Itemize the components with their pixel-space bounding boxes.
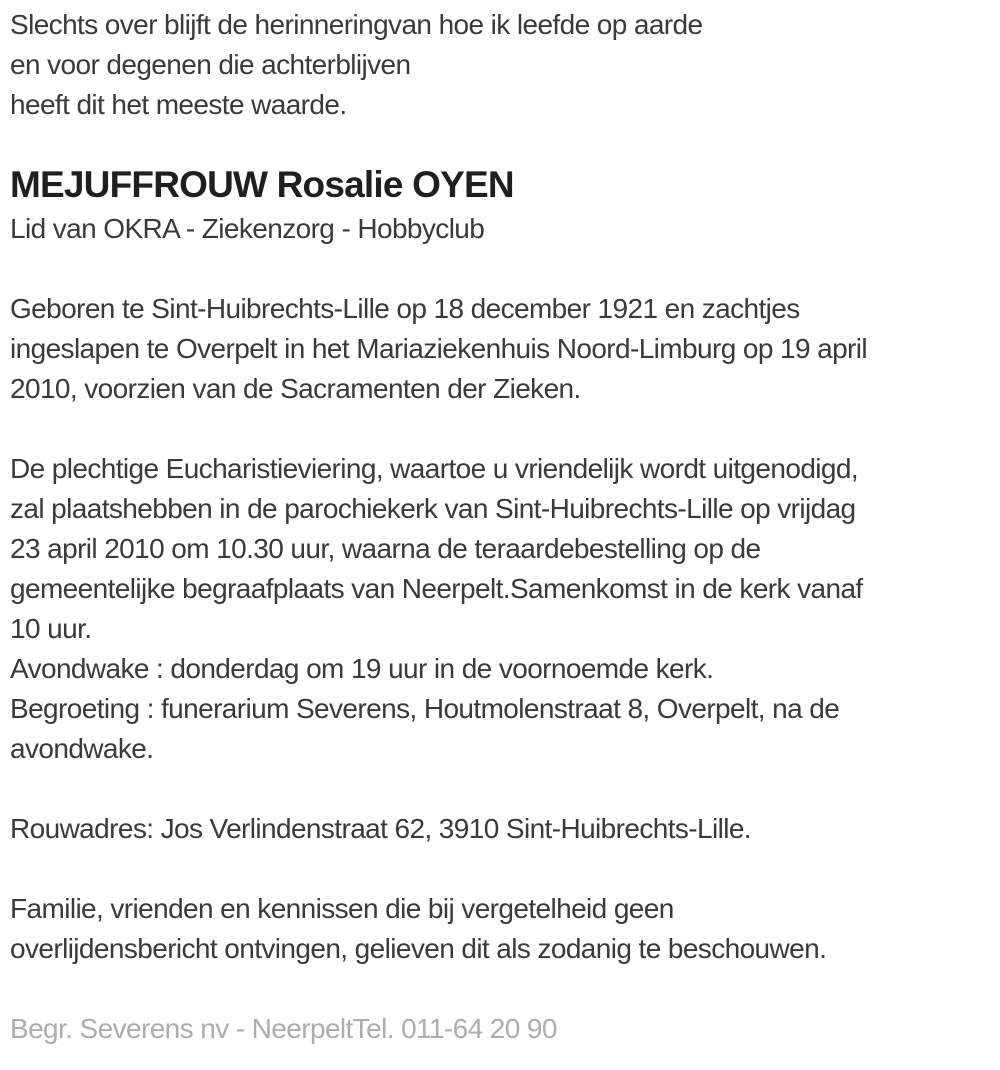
wake-line: Avondwake : donderdag om 19 uur in de voornoemde kerk. — [10, 653, 714, 684]
service-line: 23 april 2010 om 10.30 uur, waarna de teraardebestelling op de — [10, 533, 761, 564]
service-paragraph — [10, 449, 990, 769]
greeting-line: Begroeting : funerarium Severens, Houtmolenstraat 8, Overpelt, na de — [10, 693, 840, 724]
mourning-address-line: Rouwadres: Jos Verlindenstraat 62, 3910 Sint-Huibrechts-Lille. — [10, 813, 751, 844]
birth-death-line: 2010, voorzien van de Sacramenten der Zieken. — [10, 373, 581, 404]
service-line: 10 uur. — [10, 613, 92, 644]
birth-death-line: Geboren te Sint-Huibrechts-Lille op 18 december 1921 en zachtjes — [10, 293, 800, 324]
poem-line: en voor degenen die achterblijven — [10, 49, 411, 80]
poem-paragraph — [10, 5, 990, 125]
funeral-home-footer: Begr. Severens nv - NeerpeltTel. 011-64 20 90 — [10, 1013, 557, 1044]
service-line: gemeentelijke begraafplaats van Neerpelt.Samenkomst in de kerk vanaf — [10, 573, 863, 604]
poem-line: heeft dit het meeste waarde. — [10, 89, 347, 120]
service-line: De plechtige Eucharistieviering, waartoe u vriendelijk wordt uitgenodigd, — [10, 453, 859, 484]
birth-death-paragraph — [10, 289, 990, 409]
deceased-name-heading: MEJUFFROUW Rosalie OYEN — [10, 164, 514, 205]
notice-line: Familie, vrienden en kennissen die bij vergetelheid geen — [10, 893, 674, 924]
greeting-line: avondwake. — [10, 733, 154, 764]
poem-line: Slechts over blijft de herinneringvan hoe ik leefde op aarde — [10, 9, 703, 40]
notice-line: overlijdensbericht ontvingen, gelieven dit als zodanig te beschouwen. — [10, 933, 827, 964]
birth-death-line: ingeslapen te Overpelt in het Mariaziekenhuis Noord-Limburg op 19 april — [10, 333, 868, 364]
notice-paragraph — [10, 889, 990, 969]
service-line: zal plaatshebben in de parochiekerk van Sint-Huibrechts-Lille op vrijdag — [10, 493, 856, 524]
memberships-line: Lid van OKRA - Ziekenzorg - Hobbyclub — [10, 213, 485, 244]
